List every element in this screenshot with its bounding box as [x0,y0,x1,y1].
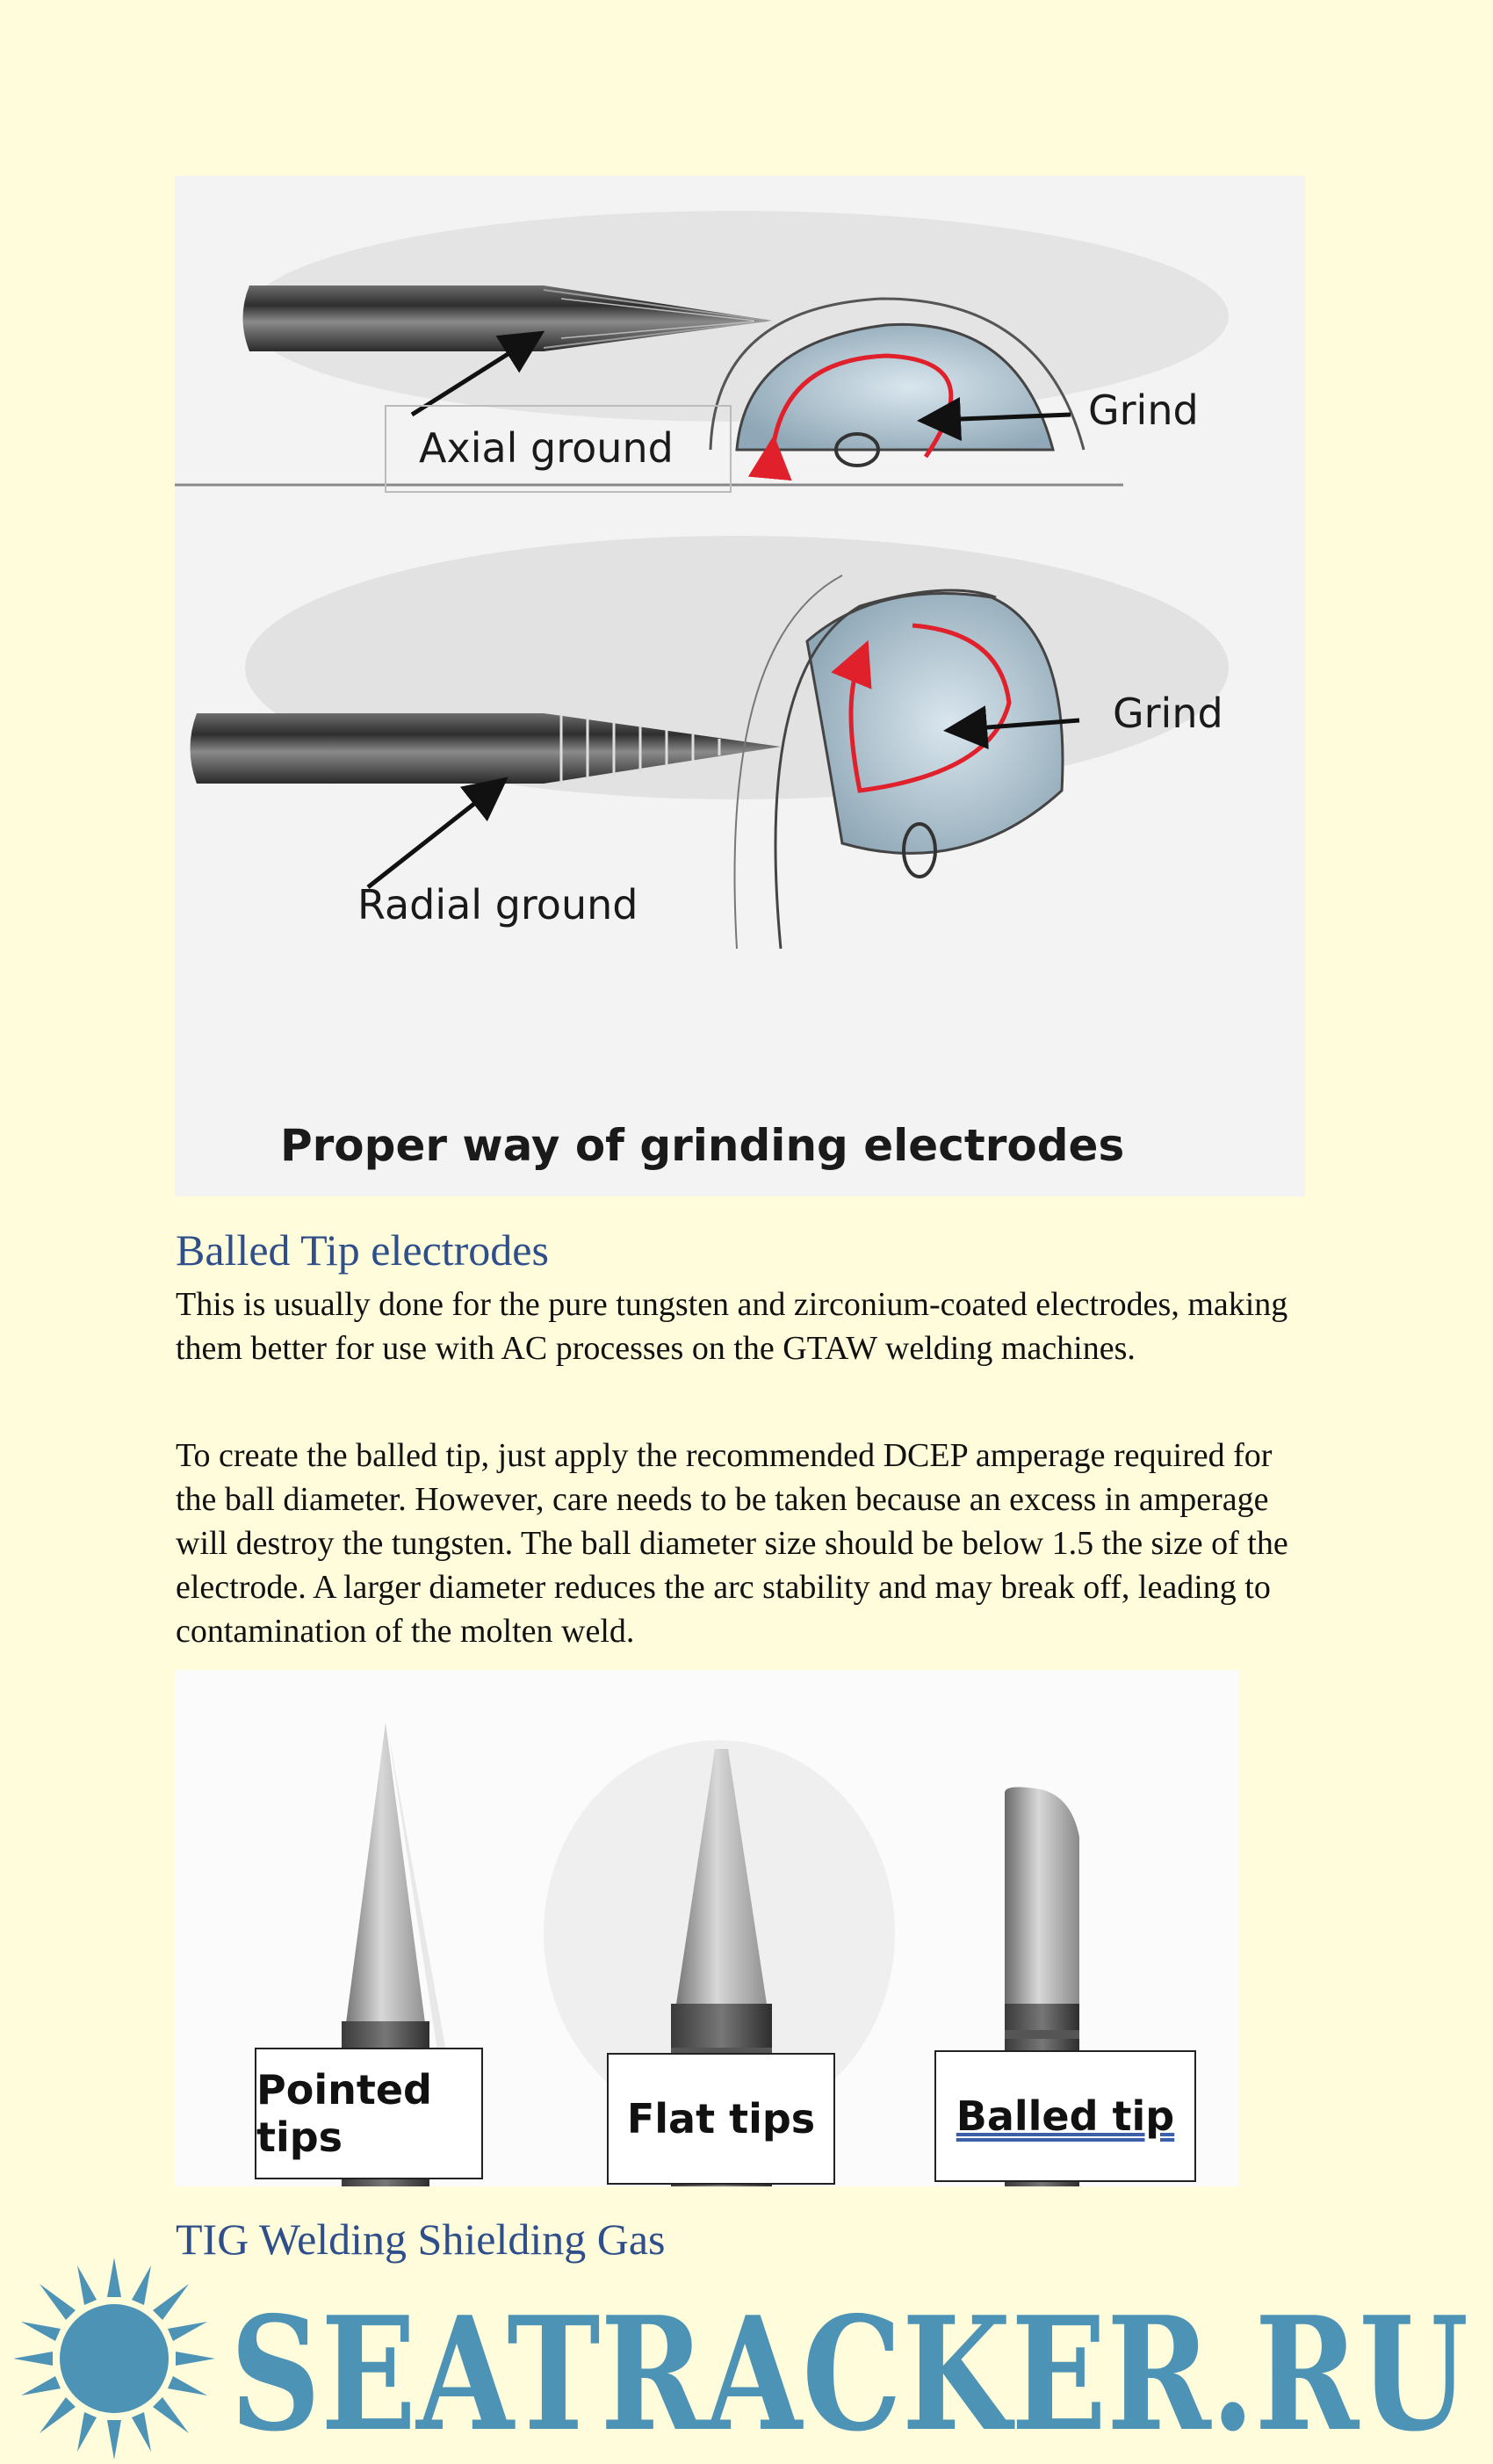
pointed-tips-label: Pointed tips [255,2048,483,2179]
axial-ground-label: Axial ground [419,424,674,472]
sun-icon [13,2258,215,2460]
balled-tip-label: Balled tip [934,2050,1196,2182]
watermark-text: SEATRACKER.RU [230,2282,1468,2460]
grinding-diagram [175,176,1305,1196]
figure-caption: Proper way of grinding electrodes [280,1120,1125,1171]
section-heading-balled-tip: Balled Tip electrodes [176,1225,549,1275]
paragraph-1: This is usually done for the pure tungsten and zirconium-coated electrodes, making them better for use with AC processes on the GTAW welding machines. [176,1286,1288,1367]
watermark-graphic [0,2231,1493,2460]
watermark [0,2231,1493,2460]
paragraph-2: To create the balled tip, just apply the recommended DCEP amperage required for the ball diameter. However, care needs to be taken because an excess in amperage will destroy the tungsten. The ball diameter size should be below 1.5 the size of the electrode. A larger diameter reduces the arc stability and may break off, leading to contamination of the molten weld. [176,1437,1288,1650]
grind-label-top: Grind [1088,387,1199,434]
tip-types-figure [175,1670,1239,2186]
grinding-figure [175,176,1305,1196]
flat-tips-label: Flat tips [607,2053,835,2185]
radial-ground-label: Radial ground [357,881,638,929]
grind-label-bottom: Grind [1113,690,1223,737]
section-heading-shielding-gas: TIG Welding Shielding Gas [176,2215,666,2264]
